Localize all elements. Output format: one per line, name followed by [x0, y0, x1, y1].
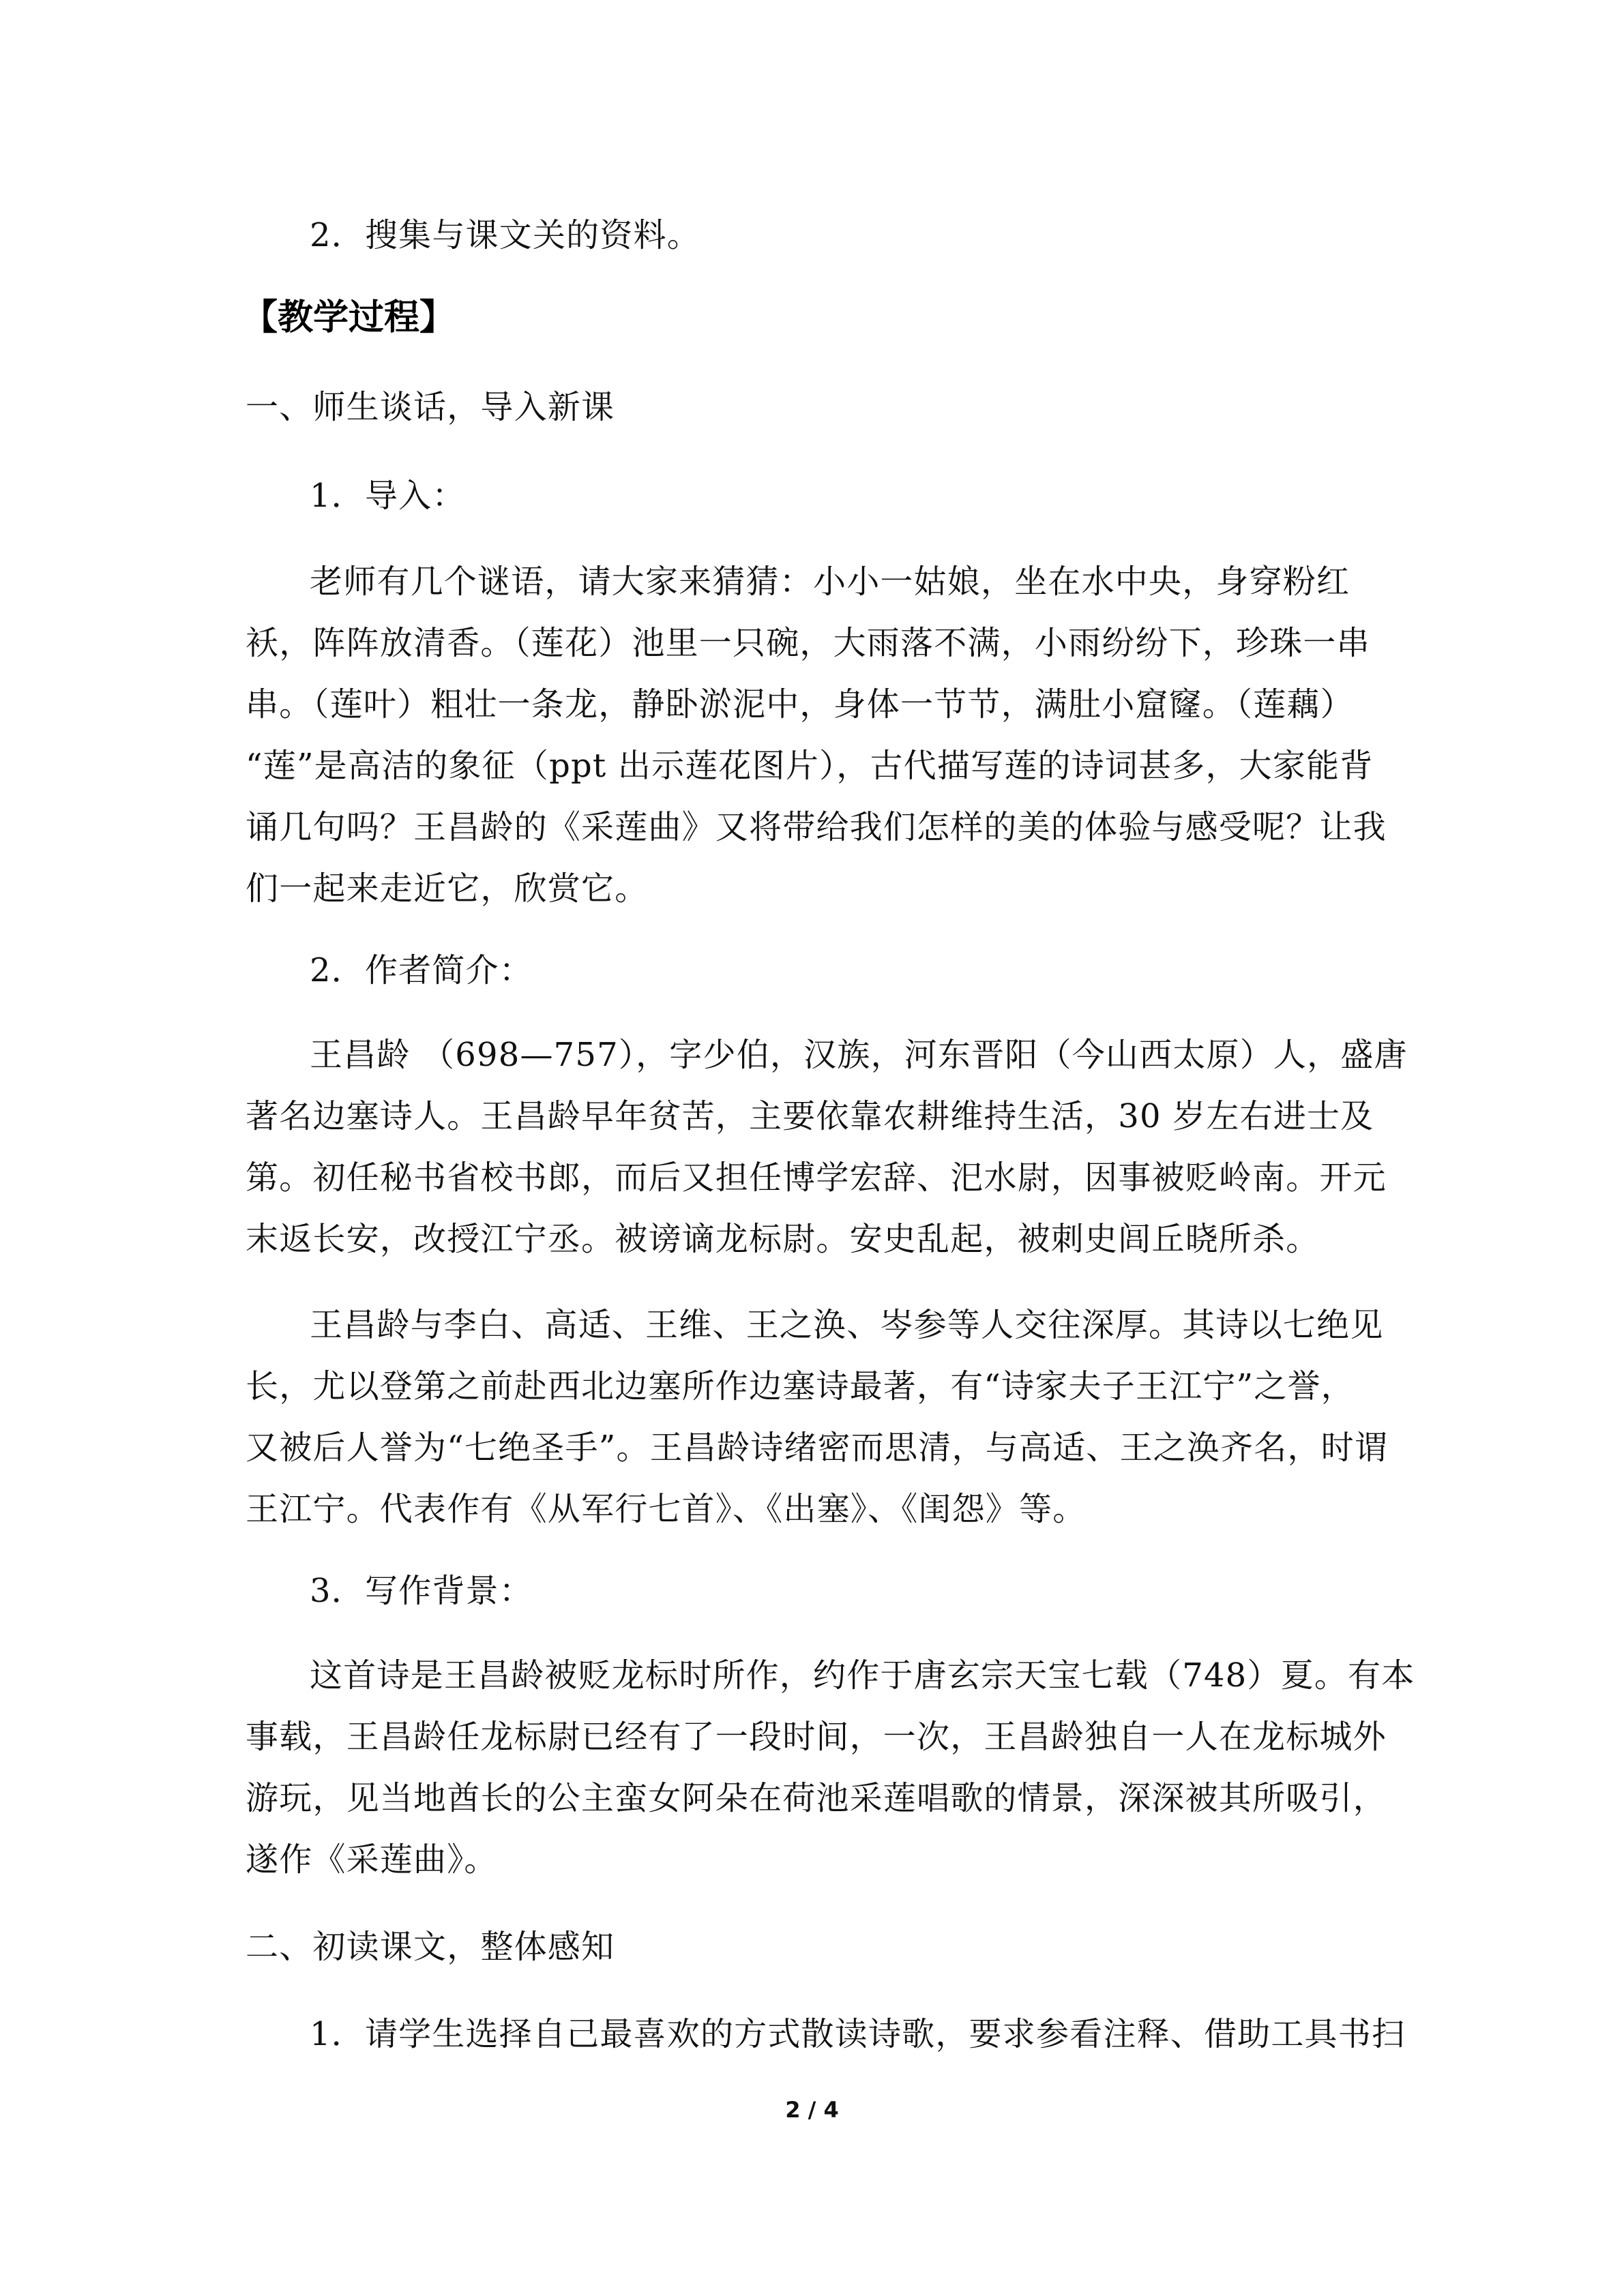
paragraph-line: 又被后人誉为“七绝圣手”。王昌龄诗绪密而思清，与高适、王之涣齐名，时谓	[246, 1429, 1389, 1467]
paragraph-line: “莲”是高洁的象征（ppt 出示莲花图片），古代描写莲的诗词甚多，大家能背	[246, 747, 1374, 785]
paragraph-line: 王昌龄与李白、高适、王维、王之涣、岑参等人交往深厚。其诗以七绝见	[310, 1306, 1384, 1344]
paragraph-line: 诵几句吗？王昌龄的《采莲曲》又将带给我们怎样的美的体验与感受呢？让我	[246, 808, 1387, 846]
paragraph-line: 事载，王昌龄任龙标尉已经有了一段时间，一次，王昌龄独自一人在龙标城外	[246, 1718, 1387, 1756]
paragraph-line: 们一起来走近它，欣赏它。	[246, 869, 649, 908]
paragraph-line: 王江宁。代表作有《从军行七首》、《出塞》、《闺怨》等。	[246, 1490, 1087, 1528]
subheading-background: 3．写作背景：	[310, 1572, 533, 1610]
paragraph-line: 第。初任秘书省校书郎，而后又担任博学宏辞、汜水尉，因事被贬岭南。开元	[246, 1159, 1387, 1197]
subheading-author: 2．作者简介：	[310, 951, 533, 989]
teaching-process-heading: 【教学过程】	[242, 297, 456, 338]
paragraph-line: 著名边塞诗人。王昌龄早年贫苦，主要依靠农耕维持生活，30 岁左右进士及	[246, 1097, 1374, 1135]
paragraph-line: 王昌龄 （698—757），字少伯，汉族，河东晋阳（今山西太原）人，盛唐	[310, 1036, 1408, 1074]
paragraph-line: 袄，阵阵放清香。（莲花）池里一只碗，大雨落不满，小雨纷纷下，珍珠一串	[246, 624, 1370, 662]
paragraph-line: 游玩，见当地酋长的公主蛮女阿朵在荷池采莲唱歌的情景，深深被其所吸引，	[246, 1779, 1387, 1817]
section-heading-2: 二、初读课文，整体感知	[246, 1928, 615, 1966]
prep-item-2: 2．搜集与课文关的资料。	[310, 216, 700, 254]
paragraph-line: 串。（莲叶）粗壮一条龙，静卧淤泥中，身体一节节，满肚小窟窿。（莲藕）	[246, 685, 1354, 724]
paragraph-line: 遂作《采莲曲》。	[246, 1840, 498, 1879]
subheading-introduction: 1．导入：	[310, 477, 466, 515]
page-number: 2 / 4	[785, 2097, 839, 2123]
paragraph-line: 1．请学生选择自己最喜欢的方式散读诗歌，要求参看注释、借助工具书扫	[310, 2015, 1406, 2053]
paragraph-line: 长，尤以登第之前赴西北边塞所作边塞诗最著，有“诗家夫子王江宁”之誉，	[246, 1367, 1355, 1405]
paragraph-line: 末返长安，改授江宁丞。被谤谪龙标尉。安史乱起，被刺史闾丘晓所杀。	[246, 1220, 1320, 1258]
section-heading-1: 一、师生谈话，导入新课	[246, 388, 615, 426]
paragraph-line: 这首诗是王昌龄被贬龙标时所作，约作于唐玄宗天宝七载（748）夏。有本	[310, 1656, 1415, 1695]
paragraph-line: 老师有几个谜语，请大家来猜猜：小小一姑娘，坐在水中央，身穿粉红	[310, 563, 1350, 601]
